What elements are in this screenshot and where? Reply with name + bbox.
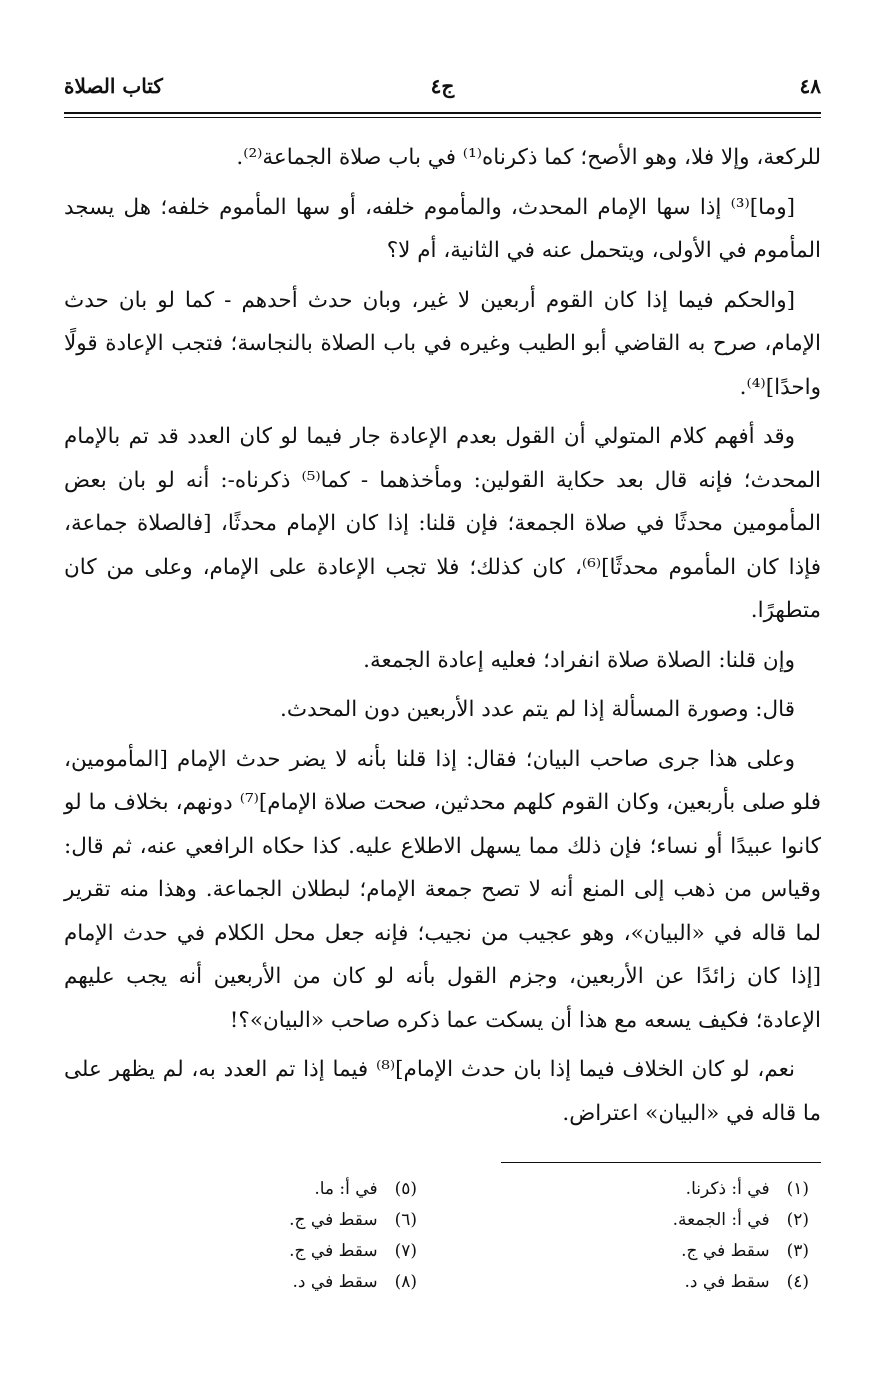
paragraph: [والحكم فيما إذا كان القوم أربعين لا غير، وبان حدث أحدهم - كما لو بان حدث الإمام، صرح به القاضي أبو الطيب وغيره في باب الصلاة بالنجاسة؛ فتجب الإعادة قولًا واحدًا]⁽⁴⁾. [64, 287, 821, 400]
footnote-text: سقط في ج. [289, 1241, 378, 1261]
footnote [187, 1236, 417, 1267]
page-header [64, 74, 821, 104]
paragraph: نعم، لو كان الخلاف فيما إذا بان حدث الإمام]⁽⁸⁾ فيما إذا تم العدد به، لم يظهر على ما قاله في «البيان» اعتراض. [64, 1057, 821, 1126]
footnote-number: (٣) [786, 1241, 809, 1261]
footnote [187, 1205, 417, 1236]
paragraph: قال: وصورة المسألة إذا لم يتم عدد الأربعين دون المحدث. [280, 697, 795, 722]
footnotes-column-left [187, 1174, 417, 1298]
footnotes-column-right [479, 1174, 809, 1298]
footnote [187, 1267, 417, 1298]
paragraph: وقد أفهم كلام المتولي أن القول بعدم الإعادة جار فيما لو كان العدد قد تم بالإمام المحدث؛ فإنه قال بعد حكاية القولين: ومأخذهما - كما⁽⁵⁾ ذكرناه-: أنه لو بان بعض المأمومين محدثًا في صلاة الجمعة؛ فإن قلنا: إذا كان الإمام محدثًا، [فالصلاة جماعة، فإذا كان المأموم محدثًا]⁽⁶⁾، كان كذلك؛ فلا تجب الإعادة على الإمام، وعلى من كان متطهرًا. [64, 424, 821, 623]
footnote-number: (٢) [786, 1210, 809, 1230]
footnote [479, 1267, 809, 1298]
header-rule [64, 112, 821, 114]
footnote-text: سقط في د. [684, 1272, 770, 1292]
footnote-text: سقط في د. [292, 1272, 378, 1292]
footnote [479, 1236, 809, 1267]
footnote-number: (٦) [394, 1210, 417, 1230]
paragraph: وعلى هذا جرى صاحب البيان؛ فقال: إذا قلنا بأنه لا يضر حدث الإمام [المأمومين، فلو صلى بأربعين، وكان القوم كلهم محدثين، صحت صلاة الإمام]⁽⁷⁾ دونهم، بخلاف ما لو كانوا عبيدًا أو نساء؛ فإن ذلك مما يسهل الاطلاع عليه. كذا حكاه الرافعي عنه، ثم قال: وقياس من ذهب إلى المنع أنه لا تصح جمعة الإمام؛ لبطلان الجماعة. وهذا منه تقرير لما قاله في «البيان»، وهو عجيب من نجيب؛ فإنه جعل محل الكلام في حدث الإمام [إذا كان زائدًا عن الأربعين، وجزم القول بأنه لو كان من الأربعين أنه يجب عليهم الإعادة؛ فكيف يسعه مع هذا أن يسكت عما ذكره صاحب «البيان»؟! [64, 746, 822, 1033]
footnote [479, 1174, 809, 1205]
paragraph: [وما]⁽³⁾ إذا سها الإمام المحدث، والمأموم خلفه، أو سها المأموم خلفه؛ هل يسجد المأموم في الأولى، ويتحمل عنه في الثانية، أم لا؟ [64, 194, 821, 263]
footnote-number: (٥) [394, 1179, 417, 1199]
footnote [479, 1205, 809, 1236]
header-rule-thin [64, 117, 821, 118]
footnote-text: في أ: ما. [314, 1179, 378, 1199]
footnote-number: (٧) [394, 1241, 417, 1261]
footnote-text: سقط في ج. [681, 1241, 770, 1261]
footnote-number: (٤) [786, 1272, 809, 1292]
paragraph: وإن قلنا: الصلاة صلاة انفراد؛ فعليه إعادة الجمعة. [363, 647, 795, 673]
paragraph: للركعة، وإلا فلا، وهو الأصح؛ كما ذكرناه⁽¹⁾ في باب صلاة الجماعة⁽²⁾. [236, 145, 821, 170]
book-title: كتاب الصلاة [64, 74, 163, 98]
footnote-text: سقط في ج. [289, 1210, 378, 1230]
footnote-number: (١) [786, 1179, 809, 1199]
footnote-text: في أ: ذكرنا. [685, 1179, 770, 1199]
main-text [64, 136, 821, 1135]
footnote-rule [501, 1162, 821, 1163]
footnote-text: في أ: الجمعة. [672, 1210, 770, 1230]
footnote [187, 1174, 417, 1205]
page-number: ٤٨ [799, 74, 821, 98]
footnote-number: (٨) [394, 1272, 417, 1292]
volume-label: ج٤ [430, 74, 455, 98]
